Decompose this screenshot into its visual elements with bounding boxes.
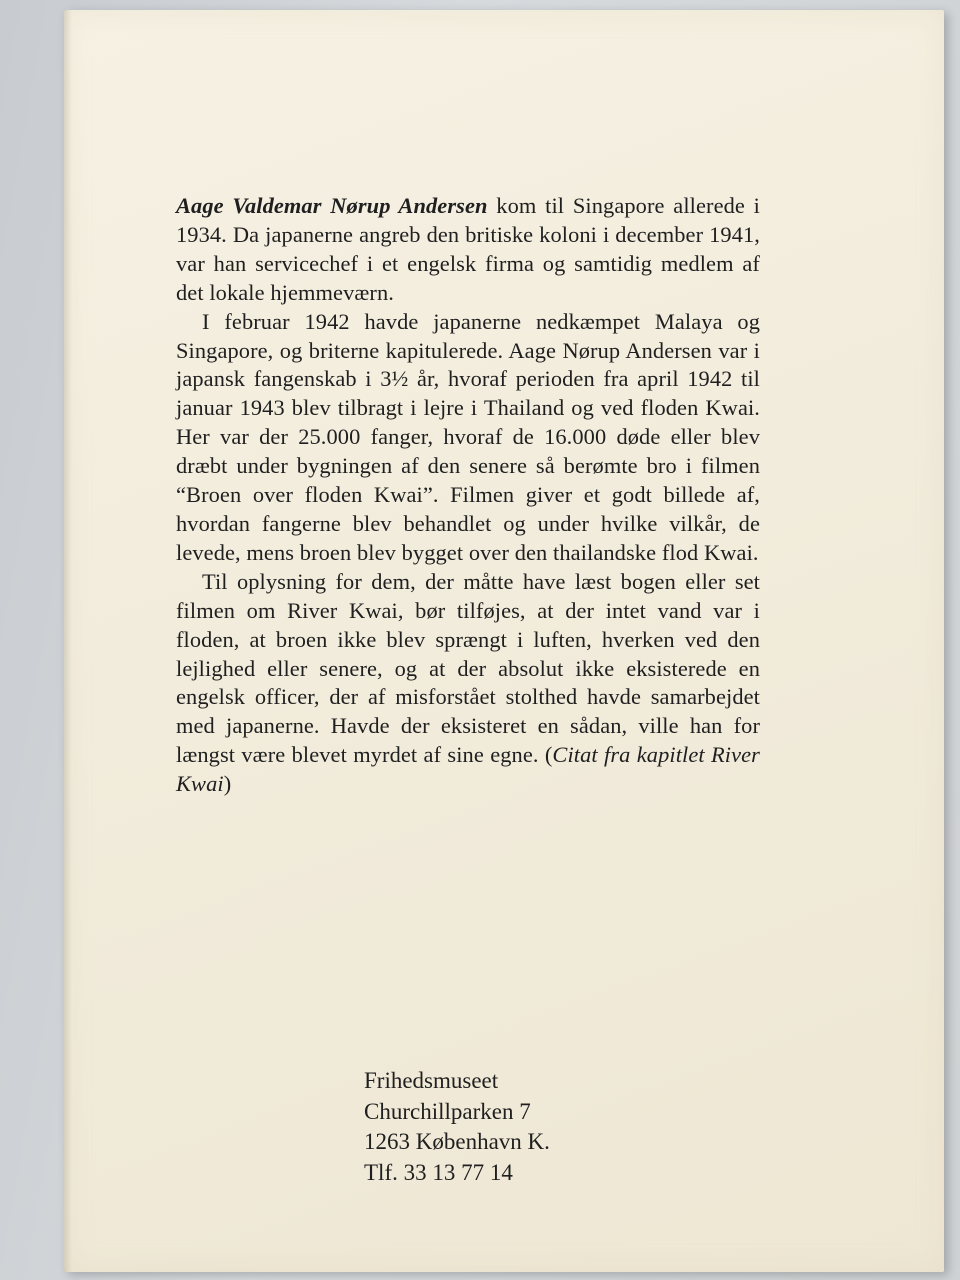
back-cover-blurb xyxy=(176,192,760,799)
citation: Citat fra kapitlet River Kwai xyxy=(176,742,760,797)
blurb-paragraph-3 xyxy=(176,568,760,799)
blurb-paragraph-3-text: Til oplysning for dem, der måtte have læst bogen eller set filmen om River Kwai, bør tilføjes, at der intet vand var i floden, at broen ikke blev sprængt i luften, hverken ved den lejlighed eller senere, og at der absolut ikke eksisterede en engelsk officer, der af misforstået stolthed havde samarbejdet med japanerne. Havde der eksisteret en sådan, ville han for længst være blevet myrdet af sine egne. xyxy=(176,568,760,768)
blurb-paragraph-1 xyxy=(176,192,760,308)
phone-number: Tlf. 33 13 77 14 xyxy=(364,1159,513,1185)
street-address: Churchillparken 7 xyxy=(364,1098,531,1124)
publisher-name: Frihedsmuseet xyxy=(364,1068,499,1093)
publisher-address xyxy=(364,1066,550,1188)
paren-open: ( xyxy=(544,742,553,768)
postal-city: 1263 København K. xyxy=(364,1129,550,1154)
author-name: Aage Valdemar Nørup Andersen xyxy=(176,193,488,218)
blurb-paragraph-1-text: kom til Singapore allerede i 1934. Da japanerne angreb den britiske koloni i december 1941, var han servicechef i et engelsk firma og samtidig medlem af det lokale hjemmeværn. xyxy=(176,193,760,305)
book-edge-shadow xyxy=(64,10,72,1272)
paren-close: ) xyxy=(223,771,232,797)
blurb-paragraph-2: I februar 1942 havde japanerne nedkæmpet Malaya og Singapore, og briterne kapitulerede. Aage Nørup Andersen var i japansk fangenskab i 3½ år, hvoraf perioden fra april 1942 til januar 1943 blev tilbragt i lejre i Thailand og ved floden Kwai. Her var der 25.000 fanger, hvoraf de 16.000 døde eller blev dræbt under bygningen af den senere så berømte bro i filmen “Broen over floden Kwai”. Filmen giver et godt billede af, hvordan fangerne blev behandlet og under hvilke vilkår, de levede, mens broen blev bygget over den thailandske flod Kwai. xyxy=(176,308,760,565)
